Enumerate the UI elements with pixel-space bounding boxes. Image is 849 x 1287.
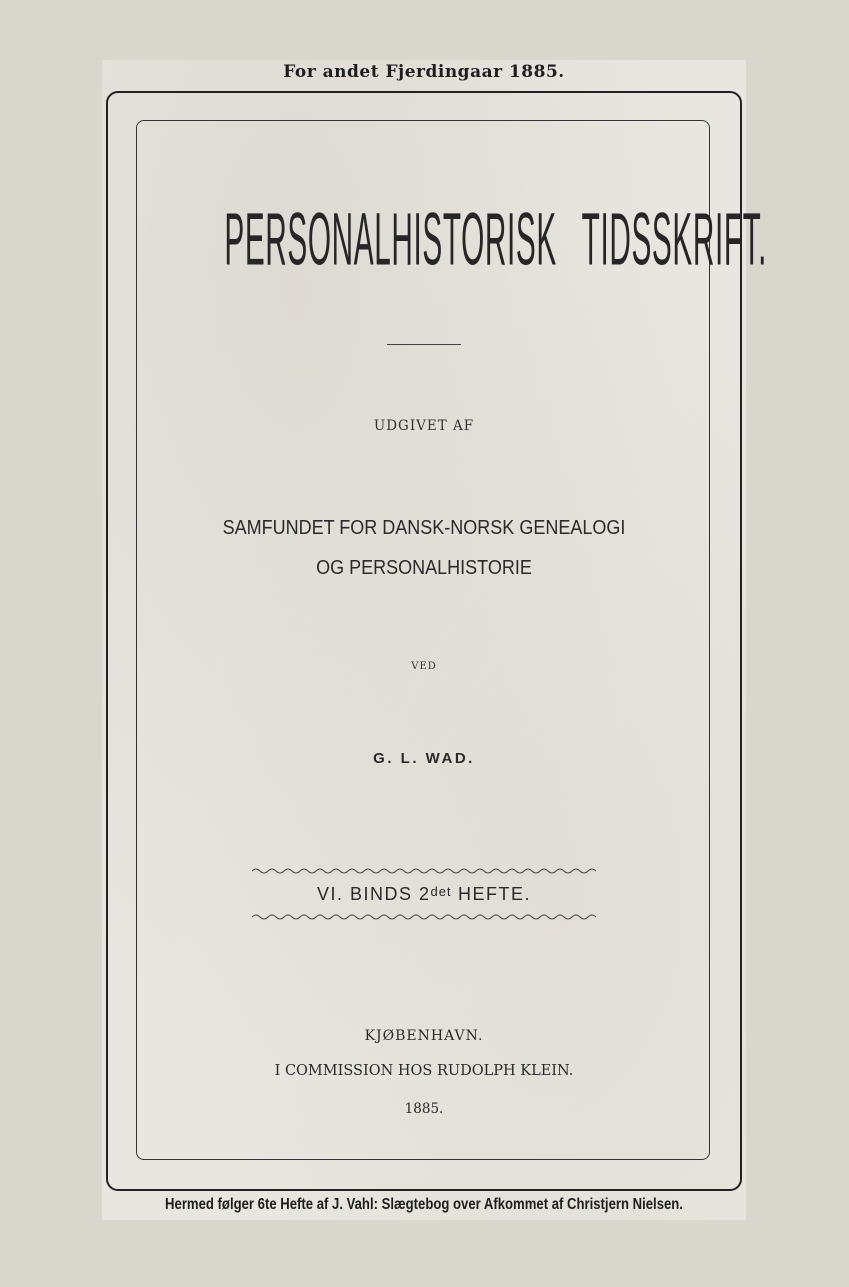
editor-name: G. L. WAD. <box>373 750 475 767</box>
ornament-wave-top <box>252 867 596 875</box>
journal-title <box>224 198 768 283</box>
imprint-year: 1885. <box>404 1101 444 1117</box>
supplement-note: Hermed følger 6te Hefte af J. Vahl: Slægtebog over Afkommet af Christjern Nielsen. <box>165 1196 683 1213</box>
title-page <box>102 60 768 1220</box>
imprint-commission: I COMMISSION HOS RUDOLPH KLEIN. <box>274 1063 574 1079</box>
society-line-1: SAMFUNDET FOR DANSK-NORSK GENEALOGI <box>222 517 626 539</box>
title-word-1: PERSONALHISTORISK <box>224 199 557 282</box>
ornament-wave-bottom <box>252 913 596 921</box>
imprint-city: KJØBENHAVN. <box>364 1028 484 1044</box>
volume-info <box>102 884 746 905</box>
volume-suffix: HEFTE. <box>451 884 532 904</box>
society-line-2: OG PERSONALHISTORIE <box>316 557 532 579</box>
title-divider <box>387 344 461 345</box>
volume-prefix: VI. BINDS 2 <box>316 884 431 904</box>
volume-ordinal: det <box>430 884 452 899</box>
editor-intro: VED <box>411 661 437 672</box>
title-word-2: TIDSSKRIFT. <box>581 199 768 282</box>
edition-line: For andet Fjerdingaar 1885. <box>283 62 565 82</box>
published-by-label: UDGIVET AF <box>373 418 475 434</box>
society-name <box>134 508 714 588</box>
